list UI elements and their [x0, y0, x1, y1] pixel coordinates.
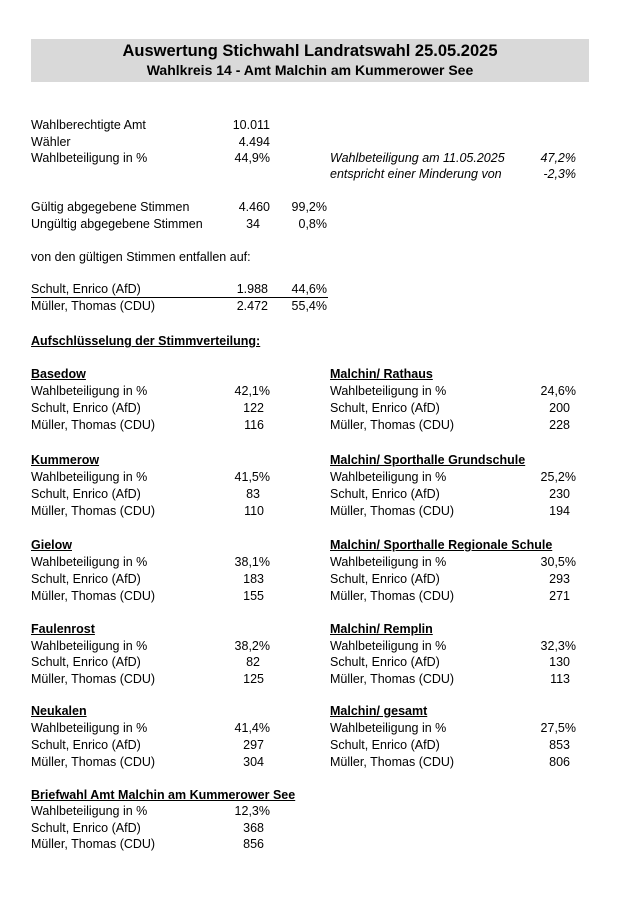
section-title: Malchin/ Rathaus — [330, 367, 433, 381]
cand1-pct: 44,6% — [291, 282, 327, 296]
section-afd: 82 — [246, 655, 260, 669]
section-cdu: 271 — [549, 589, 570, 603]
page-subtitle: Wahlkreis 14 - Amt Malchin am Kummerower See — [146, 62, 474, 78]
minderung-label: entspricht einer Minderung von — [330, 167, 502, 181]
section-afd: 230 — [549, 487, 570, 501]
beteiligung-label: Wahlbeteiligung in % — [31, 151, 148, 165]
row-label-afd: Schult, Enrico (AfD) — [330, 572, 440, 586]
section-title: Neukalen — [31, 704, 87, 718]
section-afd: 122 — [243, 401, 264, 415]
cand1-value: 1.988 — [236, 282, 268, 296]
minderung-value: -2,3% — [543, 167, 576, 181]
row-label-cdu: Müller, Thomas (CDU) — [31, 672, 156, 686]
section-afd: 83 — [246, 487, 260, 501]
section-title: Kummerow — [31, 453, 100, 467]
breakdown-title: Aufschlüsselung der Stimmverteilung: — [31, 334, 261, 348]
section-beteiligung: 25,2% — [540, 470, 576, 484]
section-beteiligung: 32,3% — [540, 639, 576, 653]
row-label-beteiligung: Wahlbeteiligung in % — [330, 721, 447, 735]
section-afd: 130 — [549, 655, 570, 669]
section-title: Faulenrost — [31, 622, 95, 636]
row-label-beteiligung: Wahlbeteiligung in % — [330, 555, 447, 569]
row-label-afd: Schult, Enrico (AfD) — [31, 655, 141, 669]
row-label-beteiligung: Wahlbeteiligung in % — [330, 639, 447, 653]
row-label-afd: Schult, Enrico (AfD) — [31, 487, 141, 501]
section-afd: 293 — [549, 572, 570, 586]
row-label-beteiligung: Wahlbeteiligung in % — [330, 470, 447, 484]
row-label-cdu: Müller, Thomas (CDU) — [330, 589, 455, 603]
gueltig-value: 4.460 — [238, 200, 270, 214]
section-cdu: 116 — [244, 418, 264, 432]
gueltig-label: Gültig abgegebene Stimmen — [31, 200, 190, 214]
page-title: Auswertung Stichwahl Landratswahl 25.05.2025 — [122, 42, 498, 60]
row-label-beteiligung: Wahlbeteiligung in % — [31, 470, 148, 484]
waehler-value: 4.494 — [238, 135, 270, 149]
section-cdu: 856 — [243, 837, 264, 851]
cand2-label: Müller, Thomas (CDU) — [31, 299, 156, 313]
section-cdu: 113 — [550, 672, 570, 686]
row-label-beteiligung: Wahlbeteiligung in % — [31, 721, 148, 735]
row-label-cdu: Müller, Thomas (CDU) — [31, 504, 156, 518]
section-beteiligung: 27,5% — [540, 721, 576, 735]
row-label-beteiligung: Wahlbeteiligung in % — [31, 639, 148, 653]
compare-label: Wahlbeteiligung am 11.05.2025 — [330, 151, 505, 165]
waehler-label: Wähler — [31, 135, 71, 149]
row-label-cdu: Müller, Thomas (CDU) — [31, 418, 156, 432]
section-title: Malchin/ Remplin — [330, 622, 433, 636]
row-label-afd: Schult, Enrico (AfD) — [31, 572, 141, 586]
section-title: Gielow — [31, 538, 72, 552]
section-cdu: 110 — [244, 504, 264, 518]
section-afd: 183 — [243, 572, 264, 586]
cand2-pct: 55,4% — [291, 299, 327, 313]
section-beteiligung: 41,5% — [234, 470, 270, 484]
section-beteiligung: 41,4% — [234, 721, 270, 735]
ungueltig-label: Ungültig abgegebene Stimmen — [31, 217, 203, 231]
row-label-cdu: Müller, Thomas (CDU) — [31, 589, 156, 603]
section-cdu: 155 — [243, 589, 264, 603]
section-beteiligung: 42,1% — [234, 384, 270, 398]
gueltig-pct: 99,2% — [291, 200, 327, 214]
section-beteiligung: 12,3% — [234, 804, 270, 818]
row-label-beteiligung: Wahlbeteiligung in % — [31, 384, 148, 398]
row-label-afd: Schult, Enrico (AfD) — [330, 655, 440, 669]
section-afd: 853 — [549, 738, 570, 752]
row-label-beteiligung: Wahlbeteiligung in % — [330, 384, 447, 398]
section-beteiligung: 24,6% — [540, 384, 576, 398]
section-cdu: 228 — [549, 418, 570, 432]
cand1-label: Schult, Enrico (AfD) — [31, 282, 141, 296]
row-label-beteiligung: Wahlbeteiligung in % — [31, 555, 148, 569]
row-label-afd: Schult, Enrico (AfD) — [31, 738, 141, 752]
section-cdu: 806 — [549, 755, 570, 769]
section-cdu: 304 — [243, 755, 264, 769]
section-title: Malchin/ Sporthalle Regionale Schule — [330, 538, 553, 552]
section-title: Malchin/ Sporthalle Grundschule — [330, 453, 526, 467]
section-cdu: 125 — [243, 672, 264, 686]
row-label-cdu: Müller, Thomas (CDU) — [330, 672, 455, 686]
section-afd: 297 — [243, 738, 264, 752]
ungueltig-value: 34 — [246, 217, 260, 231]
row-label-beteiligung: Wahlbeteiligung in % — [31, 804, 148, 818]
section-beteiligung: 38,1% — [234, 555, 270, 569]
section-beteiligung: 38,2% — [234, 639, 270, 653]
title-banner — [31, 39, 589, 82]
beteiligung-value: 44,9% — [234, 151, 270, 165]
section-title: Briefwahl Amt Malchin am Kummerower See — [31, 788, 296, 802]
row-label-cdu: Müller, Thomas (CDU) — [31, 837, 156, 851]
section-title: Malchin/ gesamt — [330, 704, 428, 718]
cand2-value: 2.472 — [236, 299, 268, 313]
row-label-cdu: Müller, Thomas (CDU) — [31, 755, 156, 769]
section-title: Basedow — [31, 367, 86, 381]
section-beteiligung: 30,5% — [540, 555, 576, 569]
row-label-afd: Schult, Enrico (AfD) — [330, 738, 440, 752]
berechtigte-value: 10.011 — [232, 118, 270, 132]
row-label-cdu: Müller, Thomas (CDU) — [330, 418, 455, 432]
row-label-afd: Schult, Enrico (AfD) — [31, 401, 141, 415]
row-label-cdu: Müller, Thomas (CDU) — [330, 504, 455, 518]
section-afd: 368 — [243, 821, 264, 835]
ungueltig-pct: 0,8% — [298, 217, 327, 231]
compare-value: 47,2% — [540, 151, 576, 165]
section-cdu: 194 — [549, 504, 570, 518]
row-label-cdu: Müller, Thomas (CDU) — [330, 755, 455, 769]
entfallen-label: von den gültigen Stimmen entfallen auf: — [31, 250, 251, 264]
row-label-afd: Schult, Enrico (AfD) — [330, 487, 440, 501]
row-label-afd: Schult, Enrico (AfD) — [31, 821, 141, 835]
row-label-afd: Schult, Enrico (AfD) — [330, 401, 440, 415]
section-afd: 200 — [549, 401, 570, 415]
berechtigte-label: Wahlberechtigte Amt — [31, 118, 146, 132]
